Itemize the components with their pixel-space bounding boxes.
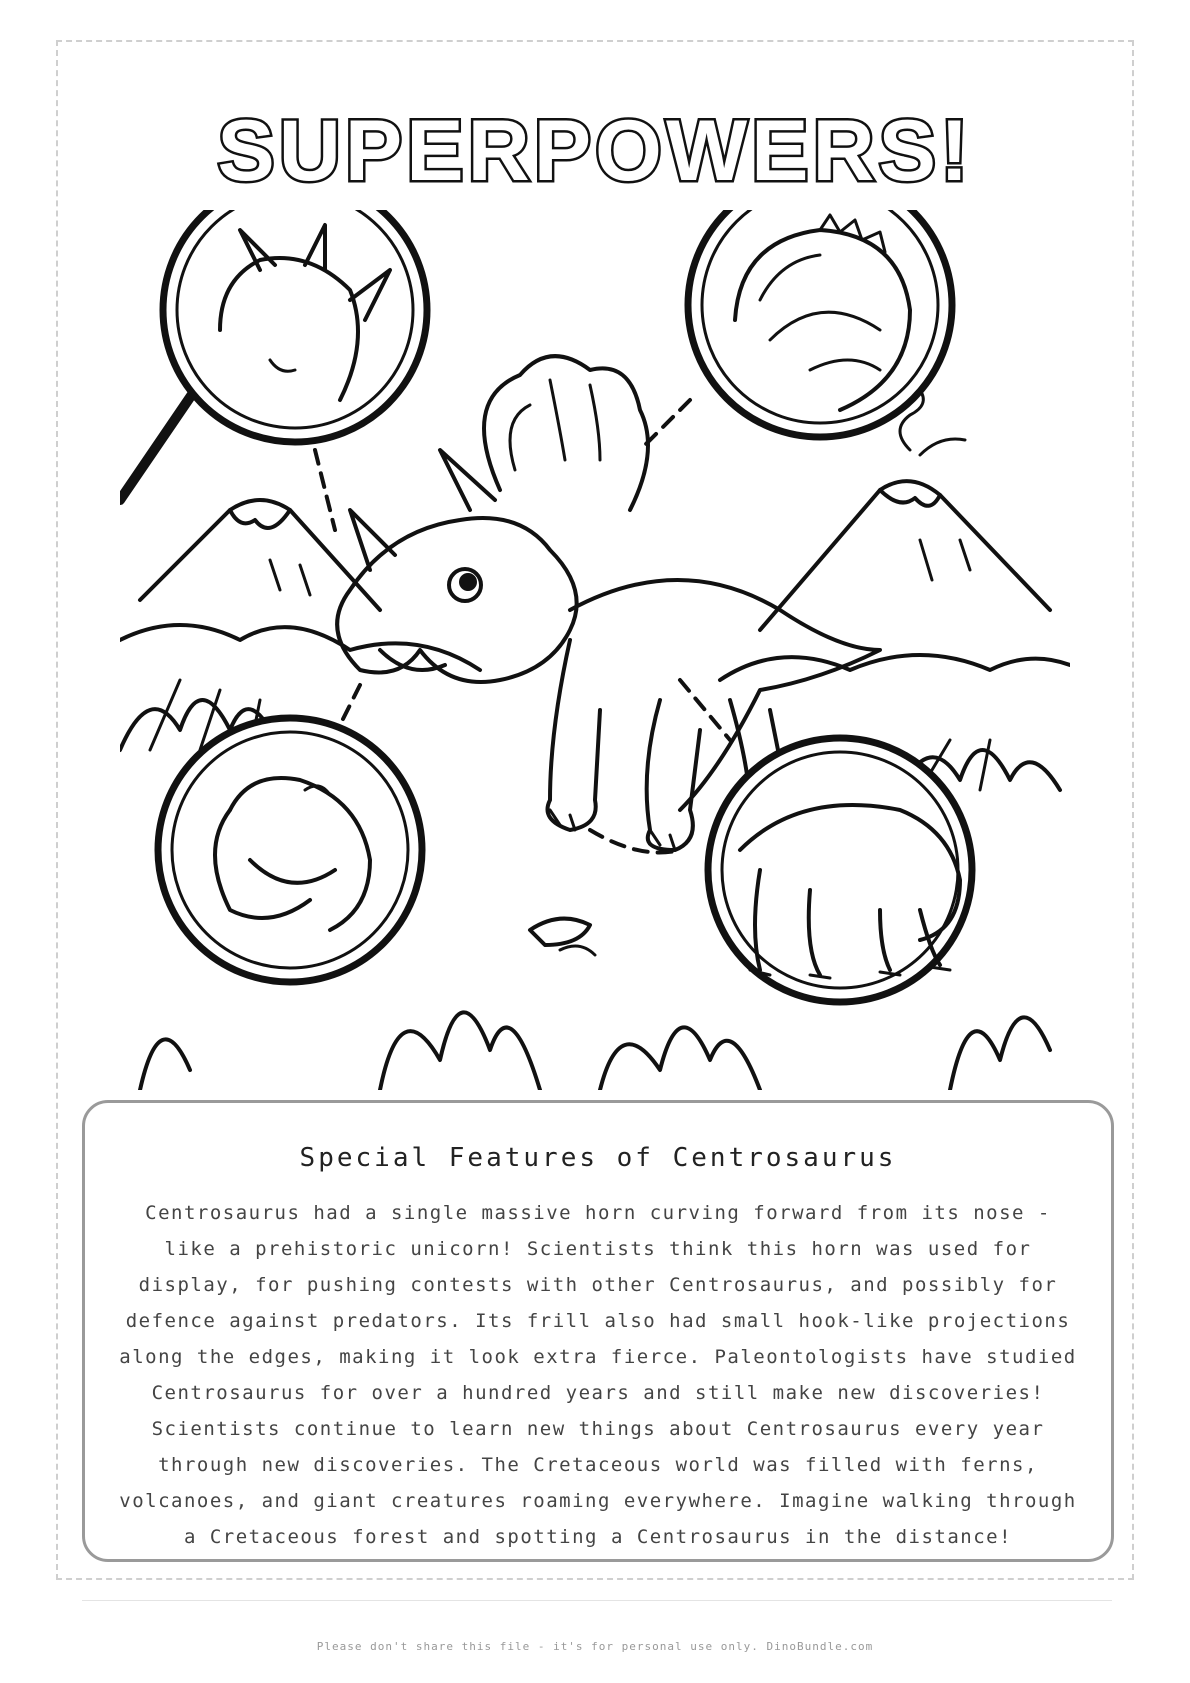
volcano-left [140,500,380,610]
callout-frill [688,210,952,437]
title-svg [0,80,1190,200]
title-banner [0,80,1190,200]
page-title: SUPERPOWERS! [217,103,973,199]
magnifier-handle [120,390,195,500]
callout-beak [158,718,422,982]
callout-body [708,738,972,1002]
feature-body: Centrosaurus had a single massive horn curving forward from its nose - like a prehistoric unicorn! Scientists think this horn was used for display, for pushing contests with other Centrosaurus, and possibly for defence against predators. Its frill also had small hook-like projections along the edges, making it look extra fierce. Paleontologists have studied Centrosaurus for over a hundred years and still make new discoveries! Scientists continue to learn new things about Centrosaurus every year through new discoveries. The Cretaceous world was filled with ferns, volcanoes, and giant creatures roaming everywhere. Imagine walking through a Cretaceous forest and spotting a Centrosaurus in the distance! [119,1202,1077,1548]
coloring-illustration [120,210,1070,1090]
footer-divider [82,1600,1112,1601]
feature-box [82,1100,1114,1562]
footer-note: Please don't share this file - it's for personal use only. DinoBundle.com [316,1640,874,1653]
callout-horns [163,210,427,442]
feature-heading: Special Features of Centrosaurus [299,1143,897,1173]
